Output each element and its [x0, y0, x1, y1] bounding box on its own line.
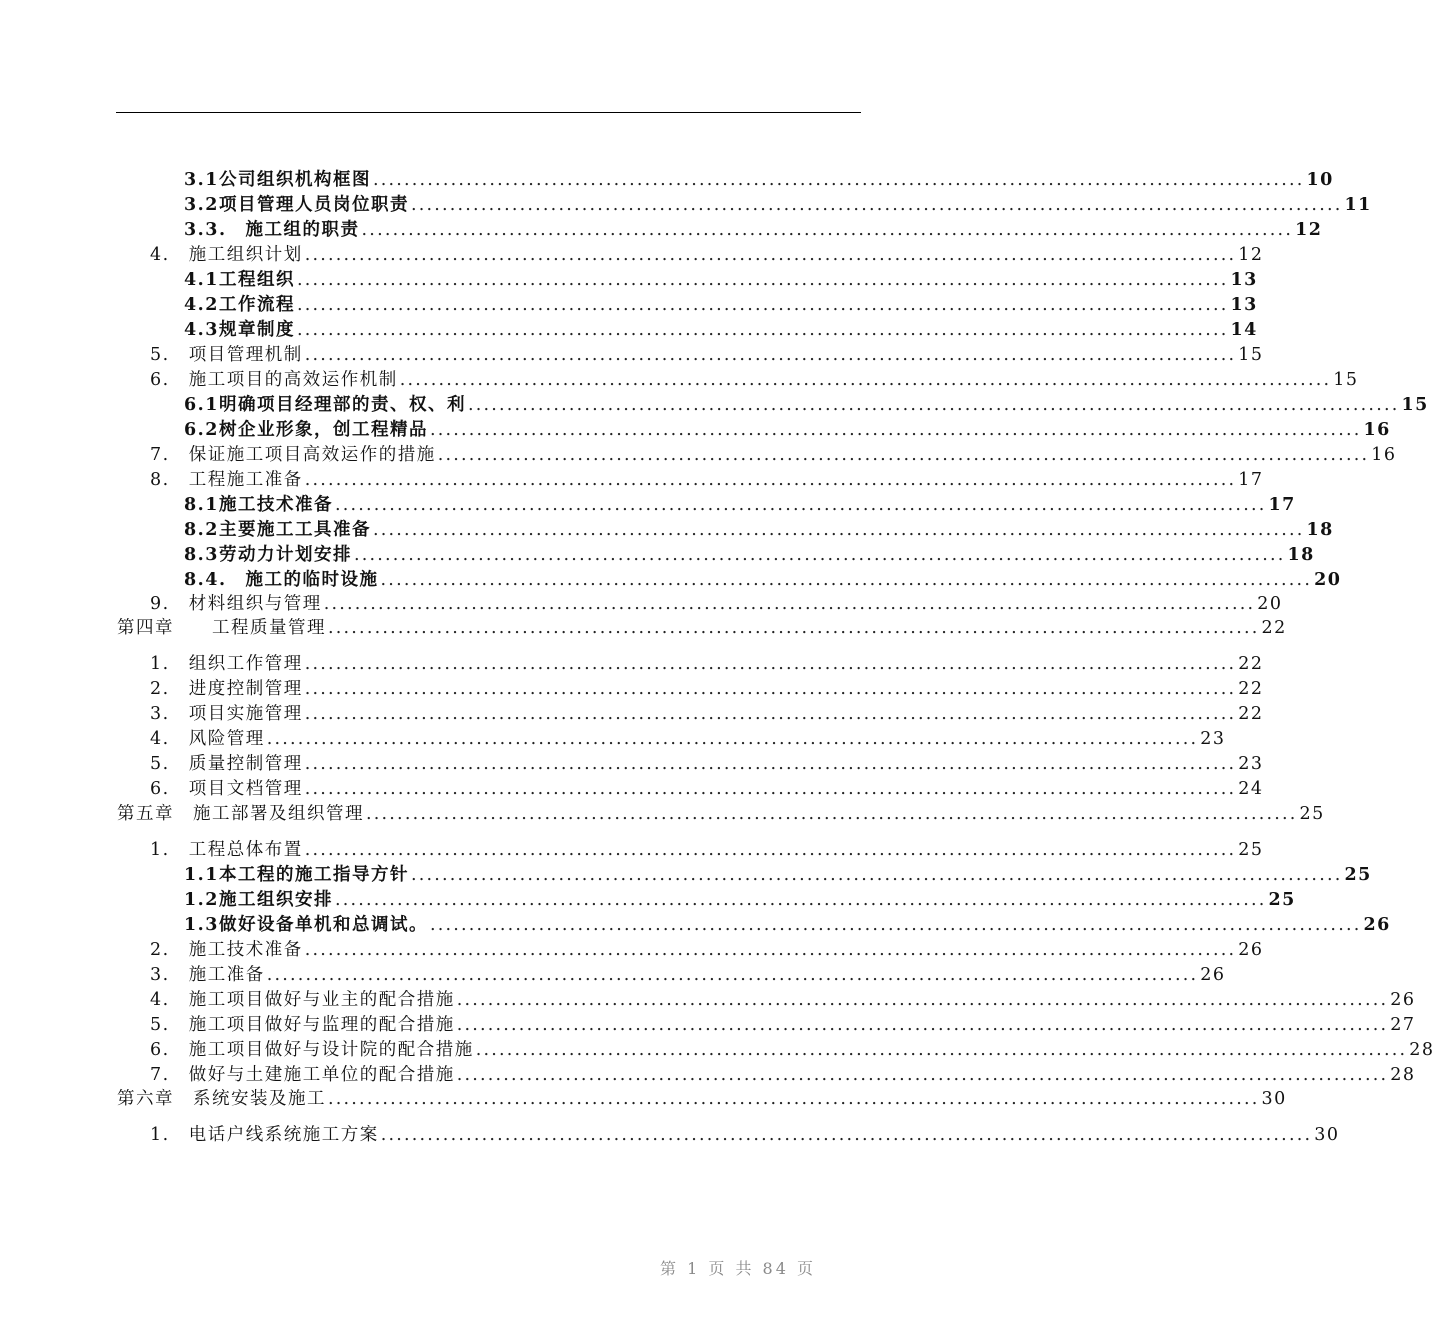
- toc-entry[interactable]: [150, 368, 1359, 393]
- toc-dot-leader: ........................................................................................................................: [296, 295, 1229, 315]
- toc-entry-label: 9. 材料组织与管理: [150, 594, 322, 614]
- page-footer: 第 1 页 共 84 页: [660, 1259, 816, 1278]
- toc-entry-page-number: 26: [1200, 965, 1226, 985]
- toc-dot-leader: ........................................................................................................................: [456, 1015, 1389, 1035]
- toc-dot-leader: ........................................................................................................................: [437, 445, 1370, 465]
- toc-entry[interactable]: [184, 543, 1315, 568]
- toc-entry[interactable]: [184, 268, 1258, 293]
- toc-entry-page-number: 17: [1268, 495, 1296, 515]
- toc-entry[interactable]: [150, 343, 1264, 368]
- toc-entry-page-number: 13: [1230, 295, 1258, 315]
- toc-dot-leader: ........................................................................................................................: [380, 1125, 1313, 1145]
- toc-entry-label: 3.2项目管理人员岗位职责: [184, 195, 409, 215]
- toc-entry-page-number: 20: [1314, 570, 1342, 590]
- toc-entry[interactable]: [150, 1123, 1340, 1148]
- toc-entry[interactable]: [150, 988, 1416, 1013]
- toc-dot-leader: ........................................................................................................................: [304, 470, 1237, 490]
- toc-entry-page-number: 26: [1390, 990, 1416, 1010]
- toc-entry-label: 4.2工作流程: [184, 295, 295, 315]
- toc-entry[interactable]: [184, 888, 1296, 913]
- toc-entry-label: 6. 施工项目的高效运作机制: [150, 370, 398, 390]
- toc-entry-page-number: 22: [1238, 679, 1264, 699]
- toc-dot-leader: ........................................................................................................................: [334, 495, 1267, 515]
- toc-entry-page-number: 14: [1230, 320, 1258, 340]
- toc-entry[interactable]: [150, 777, 1264, 802]
- toc-entry-label: 第五章 施工部署及组织管理: [117, 804, 364, 824]
- toc-entry-label: 6.1明确项目经理部的责、权、利: [184, 395, 466, 415]
- toc-entry-label: 4.1工程组织: [184, 270, 295, 290]
- toc-entry-page-number: 18: [1306, 520, 1334, 540]
- toc-entry[interactable]: [150, 443, 1397, 468]
- toc-entry-label: 第六章 系统安装及施工: [117, 1089, 326, 1109]
- toc-entry-page-number: 10: [1306, 170, 1334, 190]
- toc-entry[interactable]: [150, 1013, 1416, 1038]
- toc-dot-leader: ........................................................................................................................: [334, 890, 1267, 910]
- toc-entry-label: 1.1本工程的施工指导方针: [184, 865, 409, 885]
- toc-dot-leader: ........................................................................................................................: [328, 618, 1260, 638]
- toc-entry-label: 6. 项目文档管理: [150, 779, 303, 799]
- toc-entry-label: 3.3. 施工组的职责: [184, 220, 360, 240]
- toc-dot-leader: ........................................................................................................................: [323, 594, 1256, 614]
- toc-entry[interactable]: [150, 963, 1226, 988]
- toc-entry-page-number: 12: [1295, 220, 1323, 240]
- toc-entry-label: 5. 项目管理机制: [150, 345, 303, 365]
- toc-entry-label: 5. 质量控制管理: [150, 754, 303, 774]
- toc-dot-leader: ........................................................................................................................: [456, 990, 1389, 1010]
- toc-entry-label: 1. 电话户线系统施工方案: [150, 1125, 379, 1145]
- toc-dot-leader: ........................................................................................................................: [372, 170, 1305, 190]
- toc-dot-leader: ........................................................................................................................: [304, 754, 1237, 774]
- toc-entry-label: 8.3劳动力计划安排: [184, 545, 352, 565]
- toc-entry-label: 3. 项目实施管理: [150, 704, 303, 724]
- toc-entry[interactable]: [150, 838, 1264, 863]
- toc-entry-page-number: 16: [1363, 420, 1391, 440]
- toc-entry-page-number: 28: [1409, 1040, 1435, 1060]
- toc-dot-leader: ........................................................................................................................: [304, 679, 1237, 699]
- toc-entry-label: 5. 施工项目做好与监理的配合措施: [150, 1015, 455, 1035]
- toc-entry-label: 4.3规章制度: [184, 320, 295, 340]
- toc-dot-leader: ........................................................................................................................: [456, 1065, 1389, 1085]
- toc-entry[interactable]: [184, 568, 1342, 593]
- toc-entry-label: 2. 施工技术准备: [150, 940, 303, 960]
- toc-entry[interactable]: [150, 592, 1283, 617]
- toc-entry-page-number: 22: [1238, 654, 1264, 674]
- toc-entry[interactable]: [184, 418, 1391, 443]
- toc-dot-leader: ........................................................................................................................: [304, 345, 1237, 365]
- toc-entry[interactable]: [150, 702, 1264, 727]
- toc-entry-label: 4. 施工组织计划: [150, 245, 303, 265]
- toc-entry[interactable]: [150, 1063, 1416, 1088]
- toc-entry[interactable]: [184, 193, 1372, 218]
- toc-entry-label: 8. 工程施工准备: [150, 470, 303, 490]
- toc-entry-page-number: 30: [1314, 1125, 1340, 1145]
- toc-entry-page-number: 26: [1363, 915, 1391, 935]
- toc-entry[interactable]: [184, 168, 1334, 193]
- toc-entry-label: 3. 施工准备: [150, 965, 265, 985]
- toc-dot-leader: ........................................................................................................................: [328, 1089, 1260, 1109]
- toc-entry-page-number: 26: [1238, 940, 1264, 960]
- toc-entry[interactable]: [150, 468, 1264, 493]
- toc-dot-leader: ........................................................................................................................: [429, 915, 1362, 935]
- toc-entry-page-number: 22: [1238, 704, 1264, 724]
- toc-entry-page-number: 25: [1238, 840, 1264, 860]
- toc-dot-leader: ........................................................................................................................: [366, 804, 1298, 824]
- toc-entry-label: 4. 施工项目做好与业主的配合措施: [150, 990, 455, 1010]
- toc-dot-leader: ........................................................................................................................: [304, 654, 1237, 674]
- toc-entry-label: 4. 风险管理: [150, 729, 265, 749]
- toc-dot-leader: ........................................................................................................................: [304, 779, 1237, 799]
- toc-entry[interactable]: [150, 652, 1264, 677]
- toc-entry-page-number: 12: [1238, 245, 1264, 265]
- toc-entry-label: 8.4. 施工的临时设施: [184, 570, 379, 590]
- toc-dot-leader: ........................................................................................................................: [296, 320, 1229, 340]
- toc-entry-page-number: 23: [1238, 754, 1264, 774]
- toc-entry-page-number: 25: [1268, 890, 1296, 910]
- toc-entry[interactable]: [150, 727, 1226, 752]
- toc-dot-leader: ........................................................................................................................: [380, 570, 1313, 590]
- toc-entry-page-number: 20: [1257, 594, 1283, 614]
- toc-entry-page-number: 22: [1261, 618, 1287, 638]
- toc-entry[interactable]: [150, 677, 1264, 702]
- toc-entry-page-number: 30: [1261, 1089, 1287, 1109]
- toc-entry-page-number: 25: [1344, 865, 1372, 885]
- toc-entry-page-number: 18: [1287, 545, 1315, 565]
- toc-entry-page-number: 16: [1371, 445, 1397, 465]
- toc-entry-label: 1.3做好设备单机和总调试。: [184, 915, 428, 935]
- toc-entry-page-number: 24: [1238, 779, 1264, 799]
- toc-dot-leader: ........................................................................................................................: [296, 270, 1229, 290]
- toc-dot-leader: ........................................................................................................................: [304, 940, 1237, 960]
- toc-dot-leader: ........................................................................................................................: [399, 370, 1332, 390]
- toc-entry[interactable]: [184, 218, 1323, 243]
- toc-dot-leader: ........................................................................................................................: [361, 220, 1294, 240]
- toc-entry-label: 1. 组织工作管理: [150, 654, 303, 674]
- toc-entry-label: 2. 进度控制管理: [150, 679, 303, 699]
- toc-entry[interactable]: [184, 393, 1429, 418]
- toc-entry-label: 第四章 工程质量管理: [117, 618, 326, 638]
- toc-entry-label: 6.2树企业形象，创工程精品: [184, 420, 428, 440]
- toc-dot-leader: ........................................................................................................................: [410, 195, 1343, 215]
- toc-entry-page-number: 25: [1299, 804, 1325, 824]
- toc-entry-label: 1.2施工组织安排: [184, 890, 333, 910]
- toc-dot-leader: ........................................................................................................................: [429, 420, 1362, 440]
- toc-entry-label: 3.1公司组织机构框图: [184, 170, 371, 190]
- toc-entry-page-number: 11: [1344, 195, 1372, 215]
- toc-entry-page-number: 15: [1401, 395, 1429, 415]
- toc-dot-leader: ........................................................................................................................: [475, 1040, 1408, 1060]
- toc-entry-page-number: 23: [1200, 729, 1226, 749]
- toc-entry-page-number: 13: [1230, 270, 1258, 290]
- toc-entry-label: 1. 工程总体布置: [150, 840, 303, 860]
- toc-entry-page-number: 15: [1238, 345, 1264, 365]
- toc-entry-label: 7. 做好与土建施工单位的配合措施: [150, 1065, 455, 1085]
- toc-entry-page-number: 27: [1390, 1015, 1416, 1035]
- toc-entry-label: 7. 保证施工项目高效运作的措施: [150, 445, 436, 465]
- toc-entry-page-number: 15: [1333, 370, 1359, 390]
- toc-entry[interactable]: [184, 293, 1258, 318]
- toc-entry[interactable]: [150, 243, 1264, 268]
- toc-entry-label: 6. 施工项目做好与设计院的配合措施: [150, 1040, 474, 1060]
- toc-entry[interactable]: [150, 1038, 1435, 1063]
- toc-dot-leader: ........................................................................................................................: [304, 704, 1237, 724]
- toc-dot-leader: ........................................................................................................................: [266, 729, 1199, 749]
- toc-entry[interactable]: [150, 752, 1264, 777]
- toc-entry-page-number: 28: [1390, 1065, 1416, 1085]
- toc-entry[interactable]: [117, 616, 1287, 641]
- toc-entry-page-number: 17: [1238, 470, 1264, 490]
- toc-entry-label: 8.2主要施工工具准备: [184, 520, 371, 540]
- toc-dot-leader: ........................................................................................................................: [410, 865, 1343, 885]
- header-rule: [116, 112, 861, 113]
- toc-dot-leader: ........................................................................................................................: [304, 245, 1237, 265]
- toc-entry-label: 8.1施工技术准备: [184, 495, 333, 515]
- toc-entry[interactable]: [117, 1087, 1287, 1112]
- toc-entry[interactable]: [184, 913, 1391, 938]
- toc-entry[interactable]: [184, 518, 1334, 543]
- toc-entry[interactable]: [184, 863, 1372, 888]
- toc-dot-leader: ........................................................................................................................: [353, 545, 1286, 565]
- toc-entry[interactable]: [117, 802, 1325, 827]
- toc-entry[interactable]: [184, 318, 1258, 343]
- toc-dot-leader: ........................................................................................................................: [372, 520, 1305, 540]
- toc-dot-leader: ........................................................................................................................: [304, 840, 1237, 860]
- toc-entry[interactable]: [184, 493, 1296, 518]
- toc-dot-leader: ........................................................................................................................: [467, 395, 1400, 415]
- toc-dot-leader: ........................................................................................................................: [266, 965, 1199, 985]
- toc-entry[interactable]: [150, 938, 1264, 963]
